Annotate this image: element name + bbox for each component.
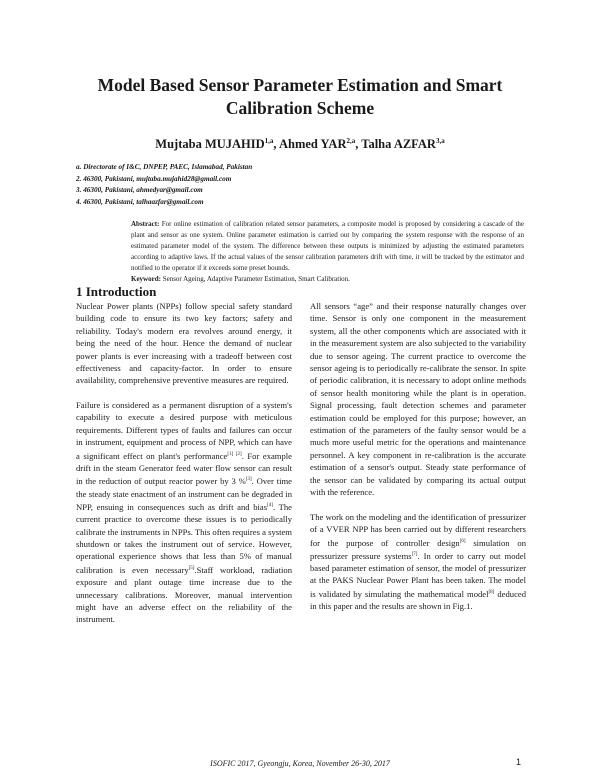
paper-title	[60, 74, 540, 120]
left-column	[76, 300, 292, 638]
title-line-1: Model Based Sensor Parameter Estimation and Smart	[97, 75, 503, 95]
citation: [7]	[411, 551, 418, 557]
citation: [6]	[459, 538, 466, 544]
keywords-text: Sensor Ageing, Adaptive Parameter Estimation, Smart Calibration.	[162, 275, 350, 284]
abstract-body	[131, 219, 524, 274]
right-column	[310, 300, 526, 625]
citation: [1] [2]	[227, 451, 242, 457]
author-name: Talha AZFAR	[361, 137, 436, 152]
keyword-label: Keyword:	[131, 275, 161, 284]
affiliation-line: 4. 46300, Pakistani, talhaazfar@gmail.com	[76, 198, 204, 207]
author-sup: 1,a	[264, 137, 274, 145]
keywords-line	[131, 274, 524, 285]
paragraph: The work on the modeling and the identification of pressurizer of a VVER NPP has been carried out by different researchers for the purpose of controller design[6] simulation on pressurizer pressure systems[7]. In order to carry out model based parameter estimation of sensor, the model of pressurizer at the PAKS Nuclear Power Plant has been taken. The model is validated by simulating the mathematical model[8] deduced in this paper and the results are shown in Fig.1.	[310, 511, 527, 612]
author-sup: 3,a	[435, 137, 445, 145]
author-name: Mujtaba MUJAHID	[155, 137, 265, 152]
author-sup: 2,a	[346, 137, 356, 145]
section-heading: 1 Introduction	[76, 284, 157, 299]
title-line-2: Calibration Scheme	[225, 98, 375, 118]
citation: [8]	[488, 589, 495, 595]
citation: [5]	[188, 565, 195, 571]
abstract-label: Abstract:	[131, 220, 160, 228]
author-name: Ahmed YAR	[278, 137, 347, 152]
author-list: Mujtaba MUJAHID$^{1,a}$, Ahmed YAR$^{2,a}$, Talha AZFAR$^{3,a}$	[155, 137, 445, 152]
paragraph: Nuclear Power plants (NPPs) follow special safety standard building code to ensure its two key factors; safety and reliability. Today's modern era revolves around energy, it being the need of the hour. Hence the demand of nuclear power plants is ever increasing with a tradeoff between cost effectiveness and capacity-factor. In order to ensure availability, comprehensive preventive measures are required.	[76, 301, 292, 386]
affiliation-line: 3. 46300, Pakistani, ahmedyar@gmail.com	[76, 186, 203, 195]
paragraph: All sensors “age” and their response naturally changes over time. Sensor is only one component in the measurement system, all the other components which are associated with it in the measurement system are also subjected to the variability due to sensor ageing. The current practice to overcome the sensor ageing is to periodically re-calibrate the sensor. In spite of periodic calibration, it is necessary to adopt online methods of sensor health monitoring while the plant is in operation. Signal processing, fault detection schemes and parameter estimation could be employed for this purpose; however, an estimation of the parameters of the faulty sensor would be a much more useful metric for the operations and maintenance personnel. A key component in re-calibration is the accurate estimation of a sensor's output. Steady state performance of the sensor can be validated by comparing its actual output with the reference.	[310, 301, 526, 498]
paragraph: Failure is considered as a permanent disruption of a system's capability to execute a desired purpose with meticulous requirements. Different types of faults and failures can occur in instrument, equipment and process of NPP, which can have a significant effect on plant's performance[1] [2]. For example drift in the steam Generator feed water flow sensor can result in the reduction of output reactor power by 3 %[3]. Over time the steady state enactment of an instrument can be degraded in NPP, ensuing in consequences such as drift and bias[4]. The current practice to overcome these issues is to periodically calibrate the instruments in NPPs. This often requires a system shutdown or takes the instrument out of service. However, operational experience shows that less than 5% of manual calibration is even necessary[5].Staff workload, radiation exposure and plant outage time increase due to the unnecessary calibrations. Moreover, manual intervention might have an adverse effect on the reliability of the instrument.	[76, 400, 292, 625]
abstract-text: For online estimation of calibration related sensor parameters, a composite model is proposed by considering a cascade of the plant and sensor as one system. Online parameter estimation is carried out by comparing the system response with the response of an estimated parameter model of the system. The difference between these outputs is minimized by adjusting the estimated parameters according to adaptive laws. If the actual values of the sensor calibration parameters drift with time, it will be tracked by the estimator and notified to the operator if it exceeds some preset bounds.	[131, 220, 525, 273]
affiliation-line: 2. 46300, Pakistani, mujtaba.mujahid28@gmail.com	[76, 174, 232, 183]
citation: [3]	[245, 477, 252, 483]
affiliation-line: a. Directorate of I&C, DNPEP, PAEC, Islamabad, Pakistan	[76, 163, 253, 171]
footer-conference: ISOFIC 2017, Gyeongju, Korea, November 26-30, 2017	[210, 759, 390, 768]
page-number: 1	[516, 757, 522, 767]
affiliation-list	[76, 162, 252, 209]
abstract-block	[131, 219, 524, 285]
citation: [4]	[267, 503, 273, 508]
